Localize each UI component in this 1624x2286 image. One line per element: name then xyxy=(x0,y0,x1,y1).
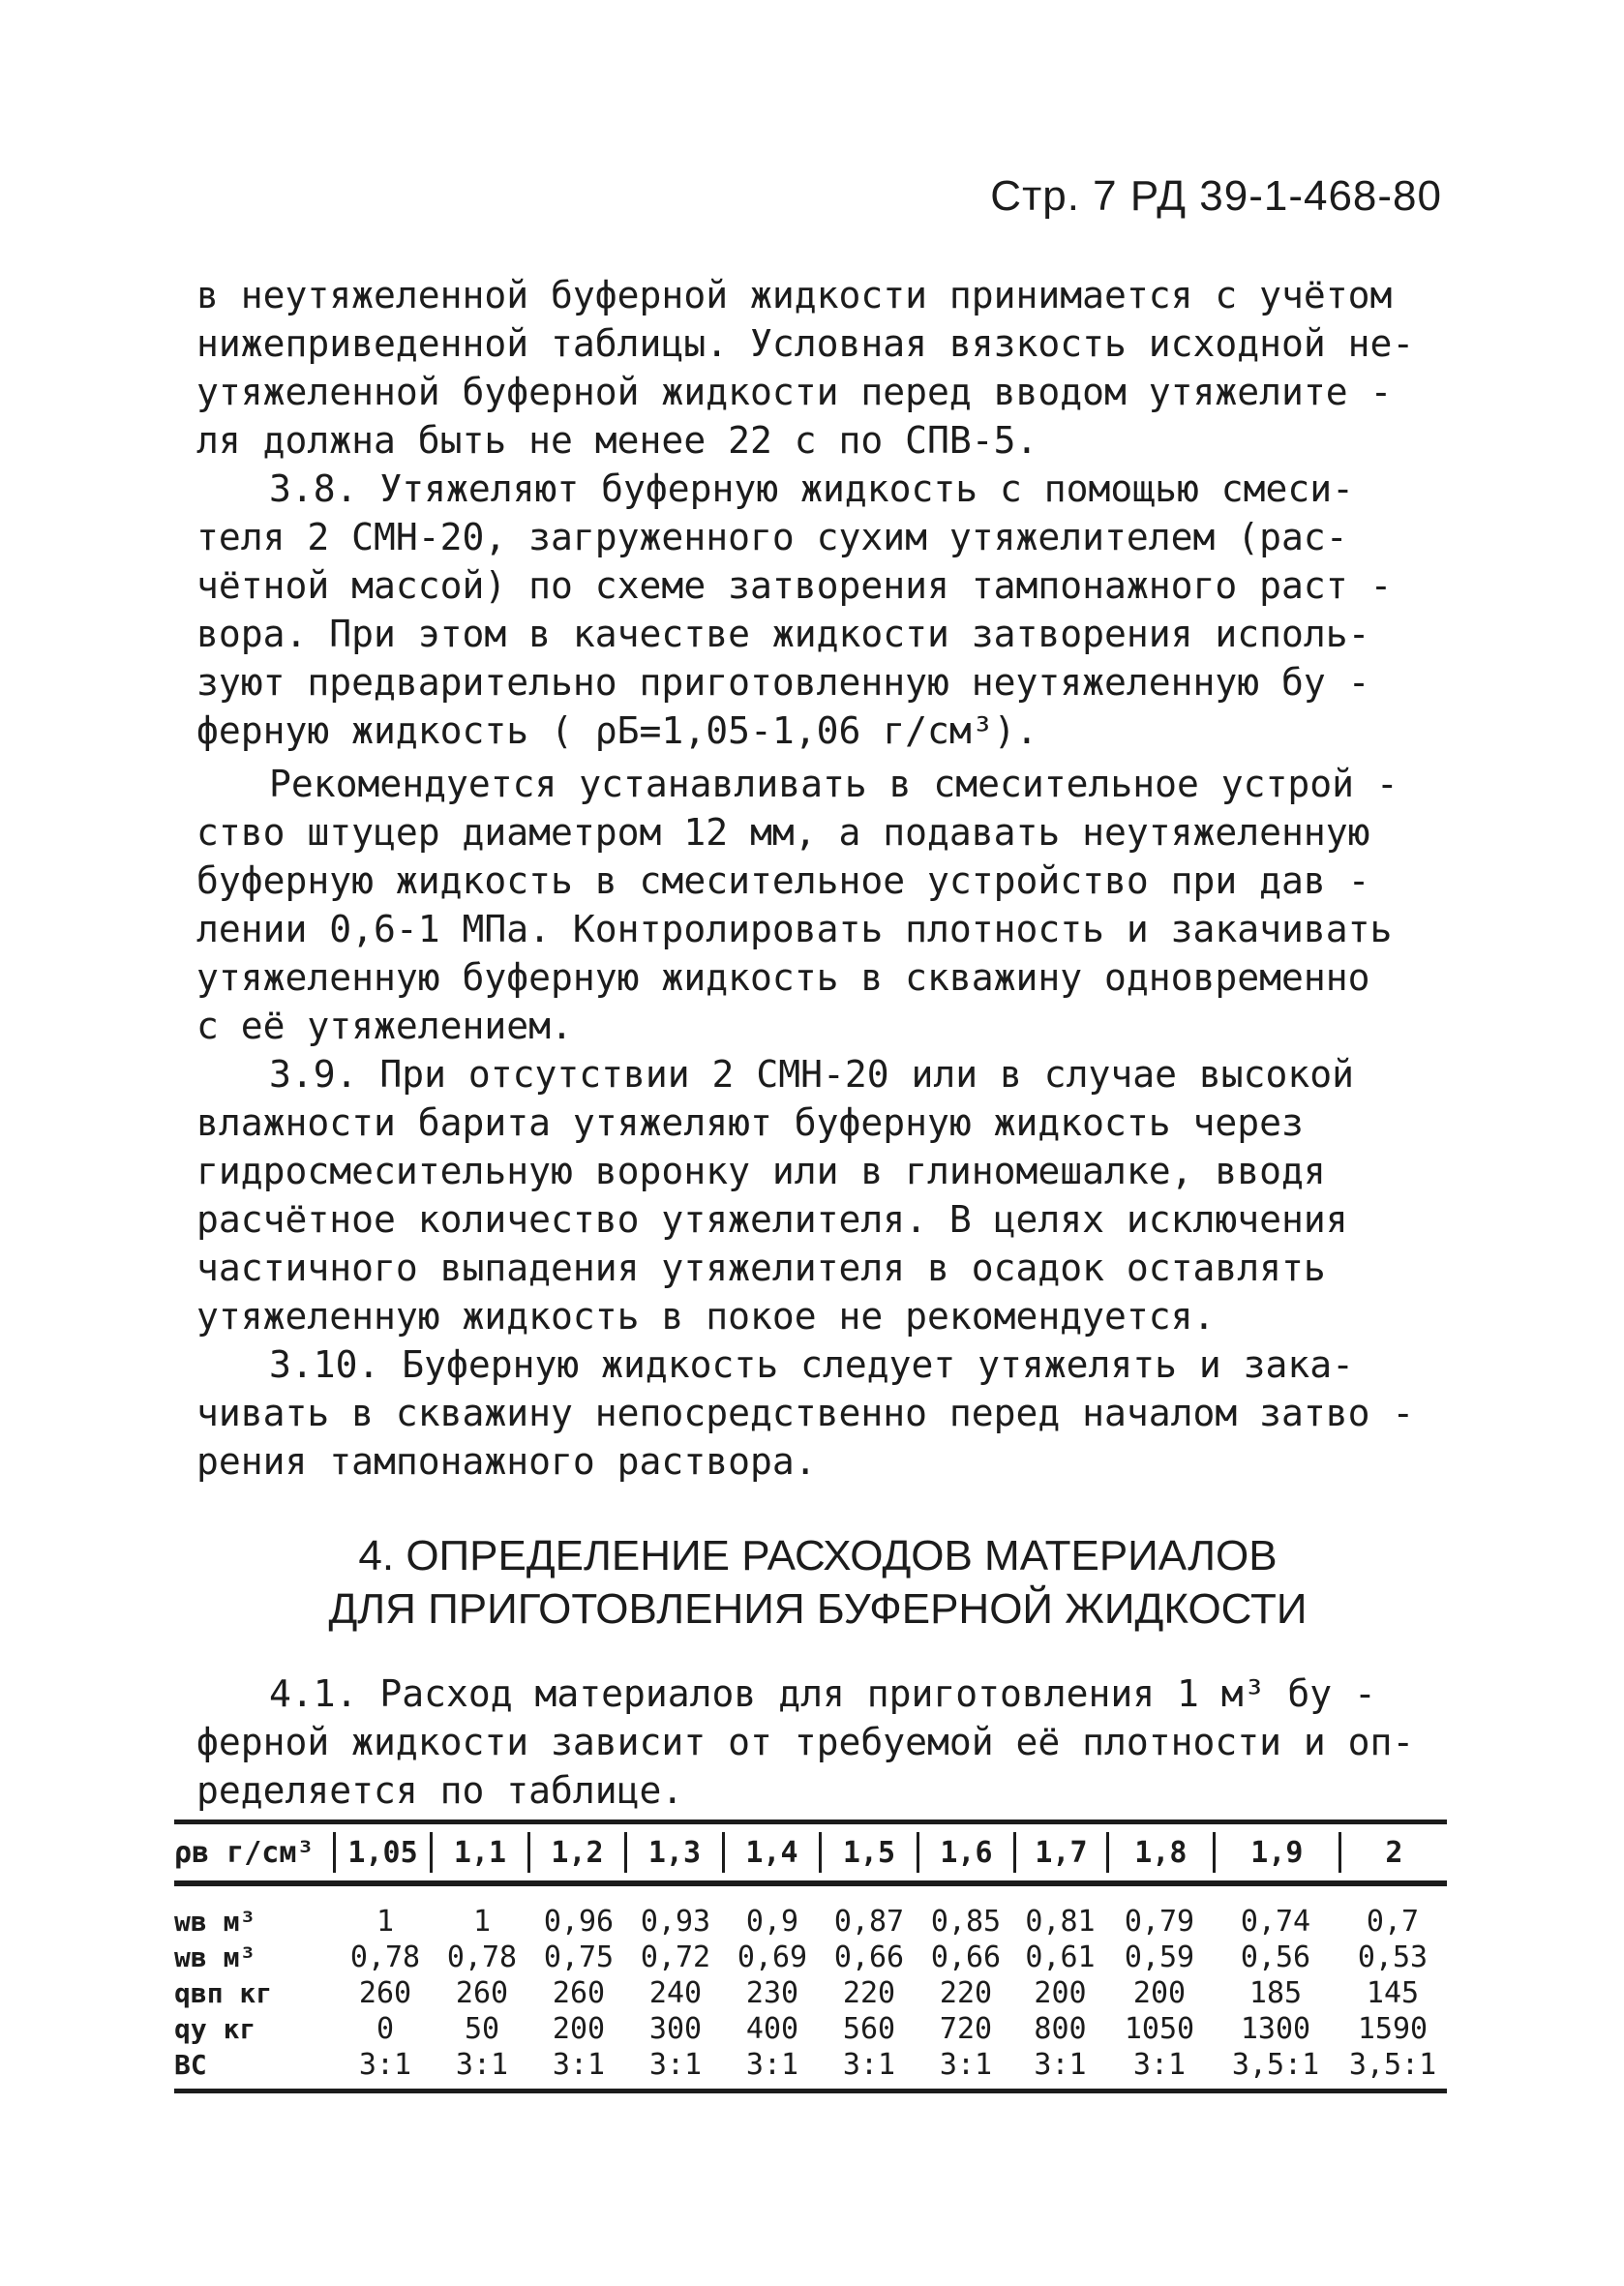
table-cell: 560 xyxy=(842,2012,896,2046)
section-heading xyxy=(194,1529,1442,1636)
table-cell: 0,74 xyxy=(1240,1905,1311,1939)
text-line: утяжеленной буферной жидкости перед вводом утяжелите - xyxy=(196,371,1393,413)
text-line: в неутяжеленной буферной жидкости принимается с учётом xyxy=(196,274,1393,316)
table-header-cell: ρв г/см³ xyxy=(174,1835,315,1870)
table-cell: 0,87 xyxy=(833,1905,905,1939)
text-line: 3.10. Буферную жидкость следует утяжелять и зака- xyxy=(269,1343,1355,1386)
table-cell: 3:1 xyxy=(648,2048,703,2082)
table-cell: 230 xyxy=(745,1976,799,2010)
text-line: ство штуцер диаметром 12 мм, а подавать неутяжеленную xyxy=(196,811,1370,854)
table-cell: 400 xyxy=(745,2012,799,2046)
table-cell: 260 xyxy=(358,1976,412,2010)
table-cell: 0,53 xyxy=(1357,1940,1429,1974)
table-row-label: wв м³ xyxy=(174,1941,256,1973)
table-cell: 0,93 xyxy=(640,1905,711,1939)
text-line: влажности барита утяжеляют буферную жидкость через xyxy=(196,1101,1304,1144)
heading-line: 4. ОПРЕДЕЛЕНИЕ РАСХОДОВ МАТЕРИАЛОВ xyxy=(358,1532,1278,1579)
table-cell: 0,85 xyxy=(930,1905,1002,1939)
table-cell: 200 xyxy=(1132,1976,1187,2010)
text-line: с её утяжелением. xyxy=(196,1005,573,1047)
table-cell: 720 xyxy=(939,2012,993,2046)
table-cell: 200 xyxy=(552,2012,606,2046)
text-line: гидросмесительную воронку или в глиномешалке, вводя xyxy=(196,1150,1326,1192)
table-header-cell: 1,8 xyxy=(1106,1832,1213,1873)
table-cell: 0,79 xyxy=(1124,1905,1195,1939)
table-cell: 3:1 xyxy=(842,2048,896,2082)
table-row-label: qу кг xyxy=(174,2013,256,2045)
table-header-row xyxy=(174,1820,1447,1886)
text-line: теля 2 СМН-20, загруженного сухим утяжелителем (рас- xyxy=(196,516,1348,558)
paragraph-4-1 xyxy=(196,1669,1445,1815)
table-body xyxy=(174,1886,1447,2093)
table-cell: 3:1 xyxy=(552,2048,606,2082)
table-cell: 0,56 xyxy=(1240,1940,1311,1974)
text-line: утяжеленную буферную жидкость в скважину одновременно xyxy=(196,956,1370,999)
text-line: буферную жидкость в смесительное устройство при дав - xyxy=(196,859,1370,902)
table-cell: 3:1 xyxy=(358,2048,412,2082)
table-header-cell: 1,6 xyxy=(917,1832,1013,1873)
page-header: Стр. 7 РД 39-1-468-80 xyxy=(990,172,1442,220)
text-line: Рекомендуется устанавливать в смесительное устрой - xyxy=(269,763,1398,805)
text-line: 3.9. При отсутствии 2 СМН-20 или в случае высокой xyxy=(269,1053,1355,1096)
table-cell: 3,5:1 xyxy=(1231,2048,1320,2082)
table-cell: 1050 xyxy=(1124,2012,1195,2046)
table-cell: 3:1 xyxy=(1132,2048,1187,2082)
table-row xyxy=(174,2011,1447,2047)
table-cell: 260 xyxy=(455,1976,509,2010)
table-cell: 0,7 xyxy=(1366,1905,1420,1939)
table-cell: 0,69 xyxy=(737,1940,808,1974)
table-cell: 3:1 xyxy=(1034,2048,1087,2082)
table-cell: 1 xyxy=(376,1905,395,1939)
table-cell: 800 xyxy=(1034,2012,1087,2046)
text-line: расчётное количество утяжелителя. В целях исключения xyxy=(196,1198,1348,1241)
table-cell: 3:1 xyxy=(455,2048,509,2082)
table-cell: 0,81 xyxy=(1025,1905,1096,1939)
table-cell: 220 xyxy=(939,1976,993,2010)
table-cell: 200 xyxy=(1034,1976,1087,2010)
table-header-cell: 1,4 xyxy=(722,1832,819,1873)
text-line: вора. При этом в качестве жидкости затворения исполь- xyxy=(196,613,1370,655)
table-cell: 0,66 xyxy=(833,1940,905,1974)
table-row-label: qвп кг xyxy=(174,1977,273,2009)
paragraph-1 xyxy=(196,271,1445,465)
table-row xyxy=(174,1975,1447,2011)
table-cell: 3:1 xyxy=(939,2048,993,2082)
table-cell: 0,61 xyxy=(1025,1940,1096,1974)
paragraph-3-10 xyxy=(196,1340,1445,1486)
table-cell: 0,72 xyxy=(640,1940,711,1974)
table-header-cell: 2 xyxy=(1338,1832,1447,1873)
heading-line: ДЛЯ ПРИГОТОВЛЕНИЯ БУФЕРНОЙ ЖИДКОСТИ xyxy=(328,1585,1308,1633)
text-line: лении 0,6-1 МПа. Контролировать плотность и закачивать xyxy=(196,908,1393,950)
text-line: утяжеленную жидкость в покое не рекомендуется. xyxy=(196,1295,1216,1338)
text-line: ля должна быть не менее 22 с по СПВ-5. xyxy=(196,419,1038,462)
text-line: нижеприведенной таблицы. Условная вязкость исходной не- xyxy=(196,322,1415,365)
paragraph-3-9 xyxy=(196,1050,1445,1340)
table-row-label: wв м³ xyxy=(174,1906,256,1938)
table-cell: 0,75 xyxy=(543,1940,615,1974)
text-line: рения тампонажного раствора. xyxy=(196,1440,817,1483)
text-line: зуют предварительно приготовленную неутяжеленную бу - xyxy=(196,661,1370,704)
table-cell: 220 xyxy=(842,1976,896,2010)
table-row xyxy=(174,1940,1447,1975)
table-cell: 0,9 xyxy=(745,1905,799,1939)
table-cell: 0,78 xyxy=(349,1940,421,1974)
text-line: частичного выпадения утяжелителя в осадок оставлять xyxy=(196,1247,1326,1289)
table-header-cell: 1,7 xyxy=(1013,1832,1106,1873)
table-cell: 0 xyxy=(376,2012,395,2046)
table-cell: 0,96 xyxy=(543,1905,615,1939)
table-cell: 185 xyxy=(1248,1976,1303,2010)
paragraph-3-8 xyxy=(196,465,1445,755)
table-cell: 0,78 xyxy=(446,1940,518,1974)
table-row xyxy=(174,1904,1447,1940)
materials-table xyxy=(174,1820,1447,2093)
table-row-label: ВС xyxy=(174,2049,207,2081)
text-line: ределяется по таблице. xyxy=(196,1769,684,1812)
table-cell: 0,66 xyxy=(930,1940,1002,1974)
text-line: чётной массой) по схеме затворения тампонажного раст - xyxy=(196,564,1393,607)
table-cell: 1 xyxy=(472,1905,492,1939)
table-header-cell: 1,2 xyxy=(527,1832,624,1873)
table-header-cell: 1,5 xyxy=(819,1832,916,1873)
text-line: 4.1. Расход материалов для приготовления 1 м³ бу - xyxy=(269,1672,1376,1715)
text-line: ферной жидкости зависит от требуемой её плотности и оп- xyxy=(196,1721,1415,1763)
paragraph-recommendation xyxy=(196,760,1445,1050)
text-line: ферную жидкость ( ρБ=1,05-1,06 г/см³). xyxy=(196,709,1038,752)
table-cell: 1300 xyxy=(1240,2012,1311,2046)
text-line: 3.8. Утяжеляют буферную жидкость с помощью смеси- xyxy=(269,467,1355,510)
table-cell: 1590 xyxy=(1357,2012,1429,2046)
table-cell: 300 xyxy=(648,2012,703,2046)
table-cell: 3:1 xyxy=(745,2048,799,2082)
table-cell: 260 xyxy=(552,1976,606,2010)
table-cell: 3,5:1 xyxy=(1348,2048,1437,2082)
table-cell: 145 xyxy=(1366,1976,1420,2010)
table-cell: 240 xyxy=(648,1976,703,2010)
table-cell: 50 xyxy=(464,2012,500,2046)
table-header-cell: 1,1 xyxy=(430,1832,526,1873)
table-header-cell: 1,3 xyxy=(624,1832,721,1873)
table-header-cell: 1,05 xyxy=(333,1832,430,1873)
table-row xyxy=(174,2047,1447,2083)
table-header-cell: 1,9 xyxy=(1213,1832,1338,1873)
table-cell: 0,59 xyxy=(1124,1940,1195,1974)
text-line: чивать в скважину непосредственно перед началом затво - xyxy=(196,1392,1415,1434)
